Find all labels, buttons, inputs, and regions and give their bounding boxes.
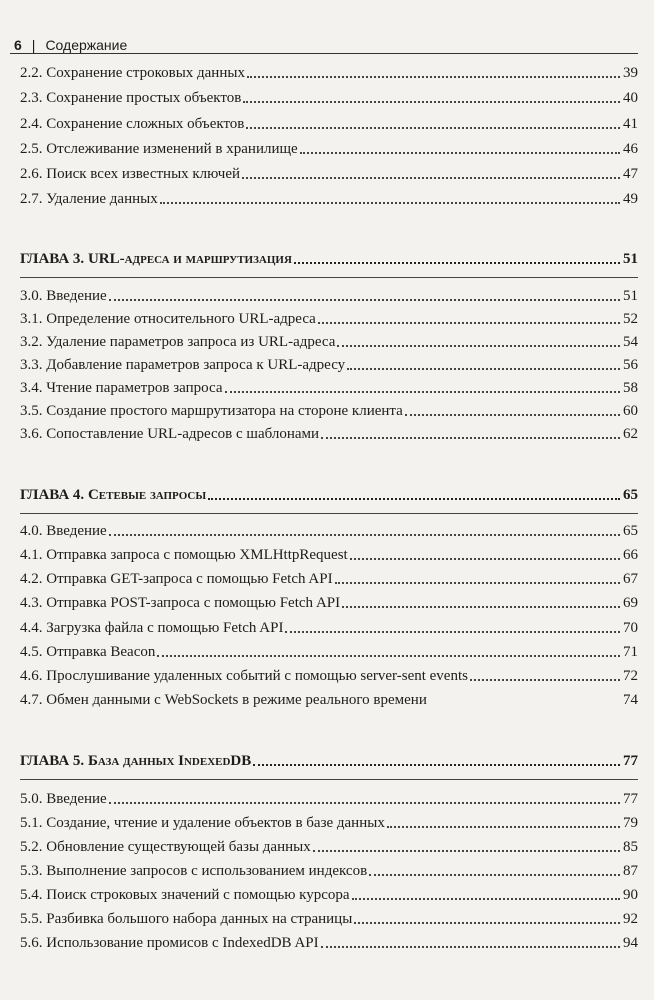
chapter-rule — [20, 779, 638, 780]
chapter-label: ГЛАВА 5. — [20, 753, 85, 769]
toc-entry-title: 2.7. Удаление данных — [20, 191, 158, 207]
dot-leader — [247, 76, 620, 78]
dot-leader — [246, 127, 620, 129]
toc-entry[interactable] — [20, 285, 638, 305]
toc-entry[interactable] — [20, 188, 638, 208]
toc-entry-page: 92 — [623, 911, 638, 927]
dot-leader — [354, 922, 620, 924]
toc-entry-title: 2.4. Сохранение сложных объектов — [20, 116, 245, 132]
chapter-page: 77 — [623, 753, 638, 769]
toc-entry-title: 2.5. Отслеживание изменений в хранилище — [20, 141, 298, 157]
toc-entry-title: 4.1. Отправка запроса с помощью XMLHttpRequest — [20, 547, 348, 563]
toc-entry[interactable] — [20, 163, 638, 183]
dot-leader — [109, 534, 620, 536]
chapter-heading[interactable] — [20, 750, 638, 770]
chapter-label: ГЛАВА 4. — [20, 487, 85, 503]
dot-leader — [313, 850, 620, 852]
dot-leader — [369, 874, 620, 876]
toc-entry-page: 66 — [623, 547, 638, 563]
toc-entry[interactable] — [20, 884, 638, 904]
dot-leader — [342, 606, 620, 608]
toc-entry-page: 60 — [623, 403, 638, 419]
toc-entry-title: 4.6. Прослушивание удаленных событий с помощью server-sent events — [20, 668, 468, 684]
toc-entry[interactable] — [20, 113, 638, 133]
toc-entry-title: 4.3. Отправка POST-запроса с помощью Fetch API — [20, 595, 341, 611]
chapter-name: База данных IndexedDB — [87, 753, 252, 769]
dot-leader — [350, 558, 620, 560]
toc-entry-page: 62 — [623, 426, 638, 442]
toc-entry[interactable] — [20, 617, 638, 637]
toc-entry[interactable] — [20, 641, 638, 661]
dot-leader — [208, 498, 620, 500]
dot-leader — [337, 345, 620, 347]
dot-leader — [253, 764, 620, 766]
toc-entry[interactable] — [20, 812, 638, 832]
dot-leader — [285, 631, 620, 633]
toc-entry[interactable] — [20, 908, 638, 928]
toc-entry-title: 4.0. Введение — [20, 523, 107, 539]
chapter-name: URL-адреса и маршрутизация — [87, 251, 292, 267]
toc-entry[interactable] — [20, 331, 638, 351]
toc-entry-page: 46 — [623, 141, 638, 157]
toc-entry[interactable] — [20, 836, 638, 856]
toc-entry-title: 2.2. Сохранение строковых данных — [20, 65, 245, 81]
toc-entry-title: 4.2. Отправка GET-запроса с помощью Fetch API — [20, 571, 333, 587]
toc-entry-title: 5.2. Обновление существующей базы данных — [20, 839, 311, 855]
toc-entry-page: 74 — [623, 692, 638, 708]
dot-leader — [109, 299, 620, 301]
section-title: Содержание — [45, 37, 128, 53]
toc-entry[interactable] — [20, 138, 638, 158]
toc-entry-page: 49 — [623, 191, 638, 207]
toc-entry-title: 5.4. Поиск строковых значений с помощью курсора — [20, 887, 350, 903]
toc-entry-title: 2.3. Сохранение простых объектов — [20, 90, 242, 106]
toc-entry[interactable] — [20, 520, 638, 540]
toc-entry-page: 65 — [623, 523, 638, 539]
toc-entry-title: 4.7. Обмен данными с WebSockets в режиме реального времени — [20, 692, 427, 708]
toc-entry-page: 77 — [623, 791, 638, 807]
dot-leader — [335, 582, 620, 584]
toc-entry-title: 5.3. Выполнение запросов с использованием индексов — [20, 863, 368, 879]
toc-entry-page: 41 — [623, 116, 638, 132]
page-number: 6 — [14, 37, 22, 53]
chapter-rule — [20, 513, 638, 514]
running-header — [14, 36, 636, 54]
toc-entry-title: 5.5. Разбивка большого набора данных на страницы — [20, 911, 353, 927]
toc-entry-page: 70 — [623, 620, 638, 636]
toc-entry-page: 87 — [623, 863, 638, 879]
toc-entry-title: 5.1. Создание, чтение и удаление объектов в базе данных — [20, 815, 385, 831]
toc-entry-page: 58 — [623, 380, 638, 396]
dot-leader — [242, 177, 620, 179]
toc-entry-page: 79 — [623, 815, 638, 831]
toc-entry-title: 2.6. Поиск всех известных ключей — [20, 166, 241, 182]
toc-entry-title: 3.4. Чтение параметров запроса — [20, 380, 223, 396]
toc-entry[interactable] — [20, 592, 638, 612]
toc-entry-page: 40 — [623, 90, 638, 106]
toc-entry-title: 3.5. Создание простого маршрутизатора на стороне клиента — [20, 403, 403, 419]
dot-leader — [470, 679, 620, 681]
dot-leader — [243, 101, 620, 103]
toc-entry-title: 4.5. Отправка Beacon — [20, 644, 156, 660]
header-rule — [10, 53, 638, 54]
dot-leader — [321, 946, 620, 948]
toc-entry-title: 5.6. Использование промисов с IndexedDB API — [20, 935, 319, 951]
toc-entry[interactable] — [20, 87, 638, 107]
header-separator: | — [31, 37, 36, 53]
dot-leader — [321, 437, 620, 439]
chapter-heading[interactable] — [20, 248, 638, 268]
chapter-page: 51 — [623, 251, 638, 267]
toc-entry-title: 3.3. Добавление параметров запроса к URL-адресу — [20, 357, 346, 373]
toc-entry-title: 3.1. Определение относительного URL-адреса — [20, 311, 316, 327]
chapter-rule — [20, 277, 638, 278]
chapter-heading[interactable] — [20, 484, 638, 504]
dot-leader — [160, 202, 620, 204]
toc-entry-page: 39 — [623, 65, 638, 81]
dot-leader — [300, 152, 620, 154]
toc-entry[interactable] — [20, 354, 638, 374]
toc-entry-title: 3.2. Удаление параметров запроса из URL-адреса — [20, 334, 336, 350]
toc-entry[interactable] — [20, 308, 638, 328]
toc-entry-page: 85 — [623, 839, 638, 855]
toc-entry[interactable] — [20, 423, 638, 443]
dot-leader — [318, 322, 620, 324]
dot-leader — [225, 391, 620, 393]
chapter-label: ГЛАВА 3. — [20, 251, 85, 267]
dot-leader — [405, 414, 620, 416]
toc-entry[interactable] — [20, 544, 638, 564]
dot-leader — [294, 262, 620, 264]
toc-entry-page: 90 — [623, 887, 638, 903]
toc-entry[interactable] — [20, 568, 638, 588]
toc-entry-page: 72 — [623, 668, 638, 684]
toc-entry[interactable] — [20, 62, 638, 82]
chapter-name: Сетевые запросы — [87, 487, 207, 503]
toc-entry-page: 52 — [623, 311, 638, 327]
toc-entry[interactable] — [20, 788, 638, 808]
toc-entry-page: 67 — [623, 571, 638, 587]
toc-entry-page: 56 — [623, 357, 638, 373]
toc-entry[interactable] — [20, 400, 638, 420]
toc-entry[interactable] — [20, 665, 638, 685]
toc-entry-page: 51 — [623, 288, 638, 304]
toc-entry-title: 3.0. Введение — [20, 288, 107, 304]
toc-entry-page: 54 — [623, 334, 638, 350]
toc-entry-title: 4.4. Загрузка файла с помощью Fetch API — [20, 620, 284, 636]
toc-entry-title: 5.0. Введение — [20, 791, 107, 807]
toc-entry-page: 47 — [623, 166, 638, 182]
toc-entry-page: 69 — [623, 595, 638, 611]
toc-entry-page: 71 — [623, 644, 638, 660]
dot-leader — [347, 368, 620, 370]
dot-leader — [352, 898, 620, 900]
toc-entry[interactable] — [20, 860, 638, 880]
dot-leader — [109, 802, 620, 804]
dot-leader — [157, 655, 620, 657]
toc-entry-title: 3.6. Сопоставление URL-адресов с шаблонами — [20, 426, 320, 442]
toc-entry[interactable] — [20, 932, 638, 952]
dot-leader — [387, 826, 620, 828]
toc-entry[interactable] — [20, 689, 638, 709]
chapter-page: 65 — [623, 487, 638, 503]
toc-entry[interactable] — [20, 377, 638, 397]
toc-entry-page: 94 — [623, 935, 638, 951]
